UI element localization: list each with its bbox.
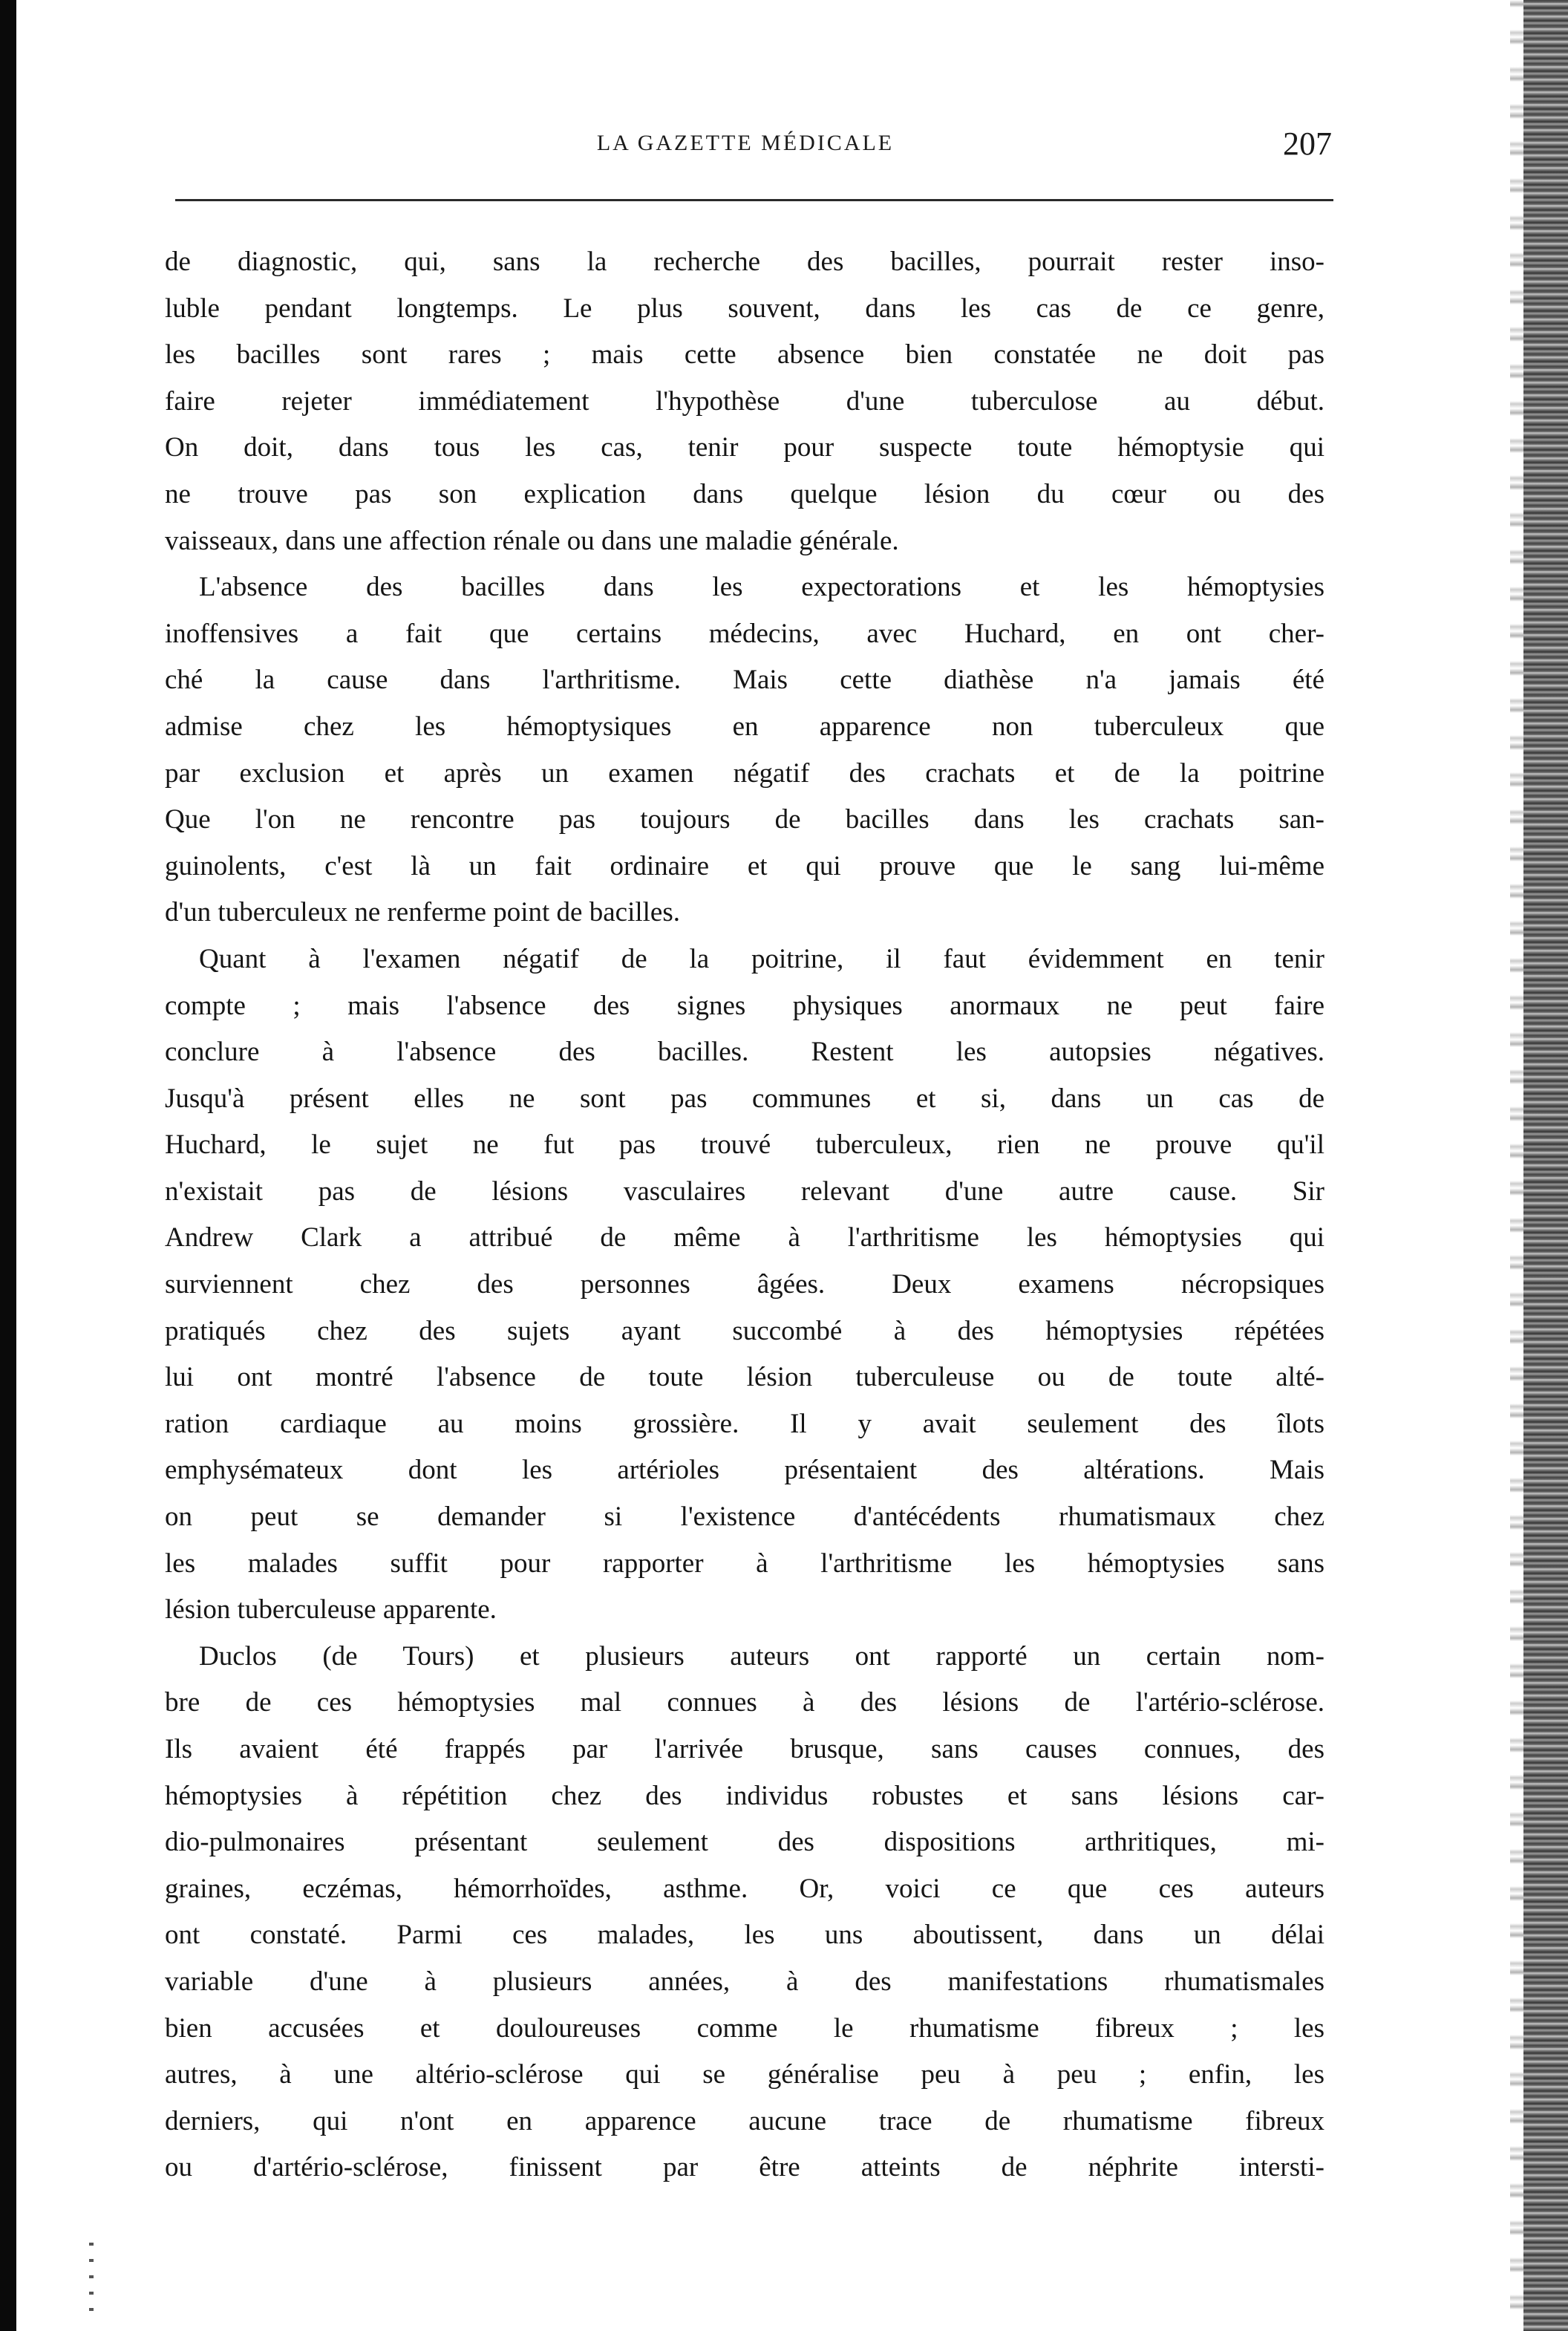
text-line: bre de ces hémoptysies mal connues à des lésions de l'artério-sclérose. bbox=[165, 1687, 1324, 1718]
paragraph-start-line: Duclos (de Tours) et plusieurs auteurs ont rapporté un certain nom- bbox=[199, 1640, 1324, 1672]
text-line: hémoptysies à répétition chez des individus robustes et sans lésions car- bbox=[165, 1780, 1324, 1811]
text-line: vaisseaux, dans une affection rénale ou dans une maladie générale. bbox=[165, 525, 899, 556]
text-line: n'existait pas de lésions vasculaires relevant d'une autre cause. Sir bbox=[165, 1176, 1324, 1207]
text-line: ché la cause dans l'arthritisme. Mais cette diathèse n'a jamais été bbox=[165, 665, 1324, 696]
text-line: Andrew Clark a attribué de même à l'arthritisme les hémoptysies qui bbox=[165, 1222, 1324, 1253]
text-line: Ils avaient été frappés par l'arrivée brusque, sans causes connues, des bbox=[165, 1734, 1324, 1764]
text-line: variable d'une à plusieurs années, à des manifestations rhumatismales bbox=[165, 1966, 1324, 1997]
text-line: ou d'artério-sclérose, finissent par être atteints de néphrite intersti- bbox=[165, 2152, 1324, 2183]
text-line: ont constaté. Parmi ces malades, les uns aboutissent, dans un délai bbox=[165, 1920, 1324, 1951]
text-line: derniers, qui n'ont en apparence aucune trace de rhumatisme fibreux bbox=[165, 2105, 1324, 2136]
text-line: On doit, dans tous les cas, tenir pour suspecte toute hémoptysie qui bbox=[165, 432, 1324, 463]
text-line: d'un tuberculeux ne renferme point de bacilles. bbox=[165, 897, 680, 928]
running-head: LA GAZETTE MÉDICALE bbox=[596, 131, 895, 155]
text-line: ration cardiaque au moins grossière. Il y avait seulement des îlots bbox=[165, 1408, 1324, 1439]
text-line: ne trouve pas son explication dans quelque lésion du cœur ou des bbox=[165, 478, 1324, 509]
text-line: admise chez les hémoptysiques en apparence non tuberculeux que bbox=[165, 711, 1324, 742]
paragraph-start-line: L'absence des bacilles dans les expectorations et les hémoptysies bbox=[199, 572, 1324, 603]
text-line: luble pendant longtemps. Le plus souvent, dans les cas de ce genre, bbox=[165, 293, 1324, 324]
text-line: par exclusion et après un examen négatif des crachats et de la poitrine bbox=[165, 757, 1324, 789]
header-rule bbox=[175, 199, 1333, 201]
text-line: surviennent chez des personnes âgées. Deux examens nécropsiques bbox=[165, 1269, 1324, 1300]
text-line: compte ; mais l'absence des signes physiques anormaux ne peut faire bbox=[165, 990, 1324, 1021]
text-line: emphysémateux dont les artérioles présentaient des altérations. Mais bbox=[165, 1455, 1324, 1486]
text-line: inoffensives a fait que certains médecins, avec Huchard, en ont cher- bbox=[165, 618, 1324, 649]
text-line: Huchard, le sujet ne fut pas trouvé tuberculeux, rien ne prouve qu'il bbox=[165, 1129, 1324, 1161]
text-line: lui ont montré l'absence de toute lésion tuberculeuse ou de toute alté- bbox=[165, 1362, 1324, 1393]
text-line: bien accusées et douloureuses comme le rhumatisme fibreux ; les bbox=[165, 2012, 1324, 2044]
left-scan-edge bbox=[0, 0, 16, 2331]
text-line: guinolents, c'est là un fait ordinaire et qui prouve que le sang lui-même bbox=[165, 850, 1324, 881]
text-line: faire rejeter immédiatement l'hypothèse d'une tuberculose au début. bbox=[165, 385, 1324, 417]
paragraph-start-line: Quant à l'examen négatif de la poitrine, il faut évidemment en tenir bbox=[199, 943, 1324, 974]
scan-margin-marks bbox=[89, 2243, 94, 2324]
text-line: Que l'on ne rencontre pas toujours de bacilles dans les crachats san- bbox=[165, 804, 1324, 835]
text-line: Jusqu'à présent elles ne sont pas communes et si, dans un cas de bbox=[165, 1083, 1324, 1114]
page-header bbox=[159, 125, 1332, 175]
body-text bbox=[165, 239, 1324, 2191]
text-line: autres, à une altério-sclérose qui se généralise peu à peu ; enfin, les bbox=[165, 2059, 1324, 2090]
text-line: conclure à l'absence des bacilles. Restent les autopsies négatives. bbox=[165, 1037, 1324, 1068]
right-scan-shadow bbox=[1510, 0, 1523, 2331]
page-number: 207 bbox=[1283, 125, 1332, 162]
text-line: de diagnostic, qui, sans la recherche des bacilles, pourrait rester inso- bbox=[165, 247, 1324, 277]
text-line: graines, eczémas, hémorrhoïdes, asthme. Or, voici ce que ces auteurs bbox=[165, 1873, 1324, 1904]
text-line: dio-pulmonaires présentant seulement des dispositions arthritiques, mi- bbox=[165, 1827, 1324, 1858]
text-line: pratiqués chez des sujets ayant succombé à des hémoptysies répétées bbox=[165, 1315, 1324, 1346]
text-line: on peut se demander si l'existence d'antécédents rhumatismaux chez bbox=[165, 1502, 1324, 1533]
text-line: lésion tuberculeuse apparente. bbox=[165, 1594, 497, 1626]
text-line: les malades suffit pour rapporter à l'arthritisme les hémoptysies sans bbox=[165, 1548, 1324, 1579]
text-line: les bacilles sont rares ; mais cette absence bien constatée ne doit pas bbox=[165, 339, 1324, 371]
right-scan-edge bbox=[1523, 0, 1568, 2331]
